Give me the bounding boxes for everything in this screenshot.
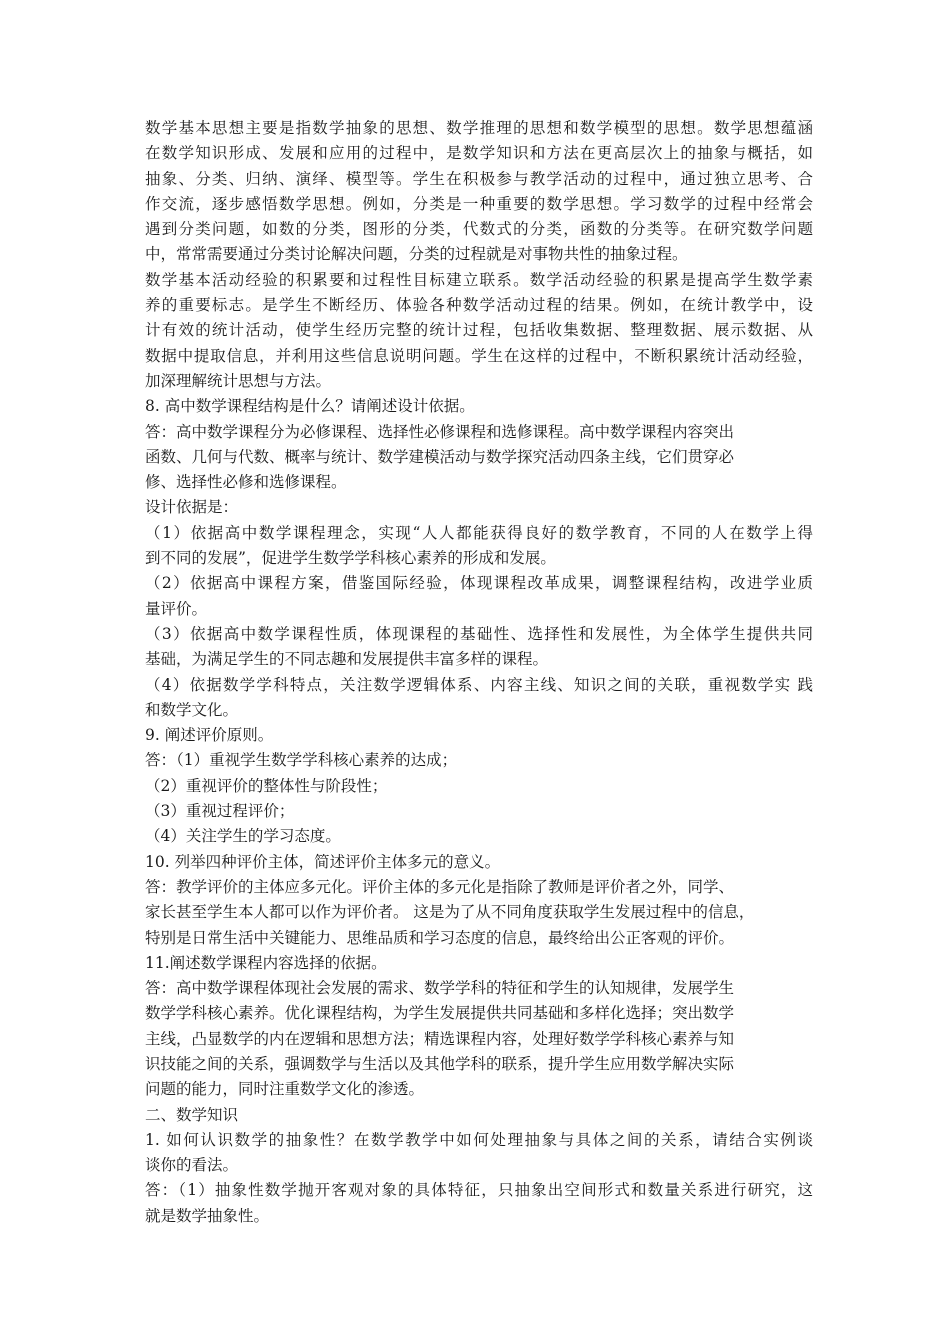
text-line: 特别是日常生活中关键能力、思维品质和学习态度的信息，最终给出公正客观的评价。	[145, 928, 735, 947]
text-line: 修、选择性必修和选修课程。	[145, 473, 347, 492]
text-line: 数学基本活动经验的积累要和过程性目标建立联系。数学活动经验的积累是提高学生数学素	[145, 270, 813, 289]
text-line: 答：高中数学课程体现社会发展的需求、数学学科的特征和学生的认知规律，发展学生	[145, 979, 735, 998]
text-line: 中，常常需要通过分类讨论解决问题，分类的过程就是对事物共性的抽象过程。	[145, 245, 688, 264]
text-line: 谈你的看法。	[145, 1156, 239, 1175]
text-line: 设计依据是：	[145, 498, 239, 517]
text-line: 答：（1）重视学生数学学科核心素养的达成；	[145, 751, 458, 770]
text-line: 数学基本思想主要是指数学抽象的思想、数学推理的思想和数学模型的思想。数学思想蕴涵	[145, 119, 813, 137]
text-line: （3）依据高中数学课程性质，体现课程的基础性、选择性和发展性，为全体学生提供共同	[145, 624, 813, 643]
text-line: 作交流，逐步感悟数学思想。例如，分类是一种重要的数学思想。学习数学的过程中经常会	[145, 194, 813, 213]
text-line: 数学学科核心素养。优化课程结构，为学生发展提供共同基础和多样化选择；突出数学	[145, 1004, 735, 1023]
text-line: 加深理解统计思想与方法。	[145, 371, 332, 390]
text-line: （4）依据数学学科特点，关注数学逻辑体系、内容主线、知识之间的关联，重视数学实 践	[145, 675, 813, 694]
text-line: 9. 阐述评价原则。	[145, 726, 274, 745]
text-line: 抽象、分类、归纳、演绎、模型等。学生在积极参与教学活动的过程中，通过独立思考、合	[145, 169, 813, 188]
text-line: 家长甚至学生本人都可以作为评价者。 这是为了从不同角度获取学生发展过程中的信息，	[145, 903, 755, 922]
text-line: 答：教学评价的主体应多元化。评价主体的多元化是指除了教师是评价者之外，同学、	[145, 877, 735, 896]
text-line: 养的重要标志。是学生不断经历、体验各种数学活动过程的结果。例如，在统计教学中，设	[145, 296, 813, 315]
text-line: 1. 如何认识数学的抽象性？在数学教学中如何处理抽象与具体之间的关系，请结合实例谈	[145, 1130, 813, 1149]
text-line: 8. 高中数学课程结构是什么？请阐述设计依据。	[145, 397, 475, 416]
text-line: 计有效的统计活动，使学生经历完整的统计过程，包括收集数据、整理数据、展示数据、从	[145, 321, 813, 340]
text-line: 基础，为满足学生的不同志趣和发展提供丰富多样的课程。	[145, 650, 549, 669]
text-line: 答：（1）抽象性数学抛开客观对象的具体特征，只抽象出空间形式和数量关系进行研究，这	[145, 1181, 813, 1200]
text-line: （2）依据高中课程方案，借鉴国际经验，体现课程改革成果，调整课程结构，改进学业质	[145, 574, 813, 593]
text-line: （4）关注学生的学习态度。	[145, 827, 341, 846]
text-line: 问题的能力，同时注重数学文化的渗透。	[145, 1080, 425, 1099]
text-line: 二、数学知识	[145, 1105, 239, 1124]
text-line: （2）重视评价的整体性与阶段性；	[145, 776, 388, 795]
text-line: 量评价。	[145, 599, 208, 618]
text-line: （1）依据高中数学课程理念，实现“人人都能获得良好的数学教育，不同的人在数学上得	[145, 523, 813, 542]
text-line: 和数学文化。	[145, 700, 239, 719]
text-line: 识技能之间的关系，强调数学与生活以及其他学科的联系，提升学生应用数学解决实际	[145, 1054, 735, 1073]
text-line: 主线，凸显数学的内在逻辑和思想方法；精选课程内容，处理好数学学科核心素养与知	[145, 1029, 735, 1048]
text-line: 遇到分类问题，如数的分类，图形的分类，代数式的分类，函数的分类等。在研究数学问题	[145, 220, 813, 239]
text-line: 就是数学抽象性。	[145, 1206, 270, 1225]
text-line: 答：高中数学课程分为必修课程、选择性必修课程和选修课程。高中数学课程内容突出	[145, 422, 735, 441]
text-line: 10. 列举四种评价主体，简述评价主体多元的意义。	[145, 852, 501, 871]
text-line: （3）重视过程评价；	[145, 802, 295, 821]
document-body	[145, 116, 813, 1229]
text-line: 函数、几何与代数、概率与统计、数学建模活动与数学探究活动四条主线，它们贯穿必	[145, 447, 735, 466]
text-line: 11.阐述数学课程内容选择的依据。	[145, 953, 387, 972]
text-line: 到不同的发展”，促进学生数学学科核心素养的形成和发展。	[145, 549, 556, 568]
text-line: 在数学知识形成、发展和应用的过程中，是数学知识和方法在更高层次上的抽象与概括，如	[145, 144, 813, 163]
text-line: 数据中提取信息，并利用这些信息说明问题。学生在这样的过程中，不断积累统计活动经验，	[145, 346, 813, 365]
